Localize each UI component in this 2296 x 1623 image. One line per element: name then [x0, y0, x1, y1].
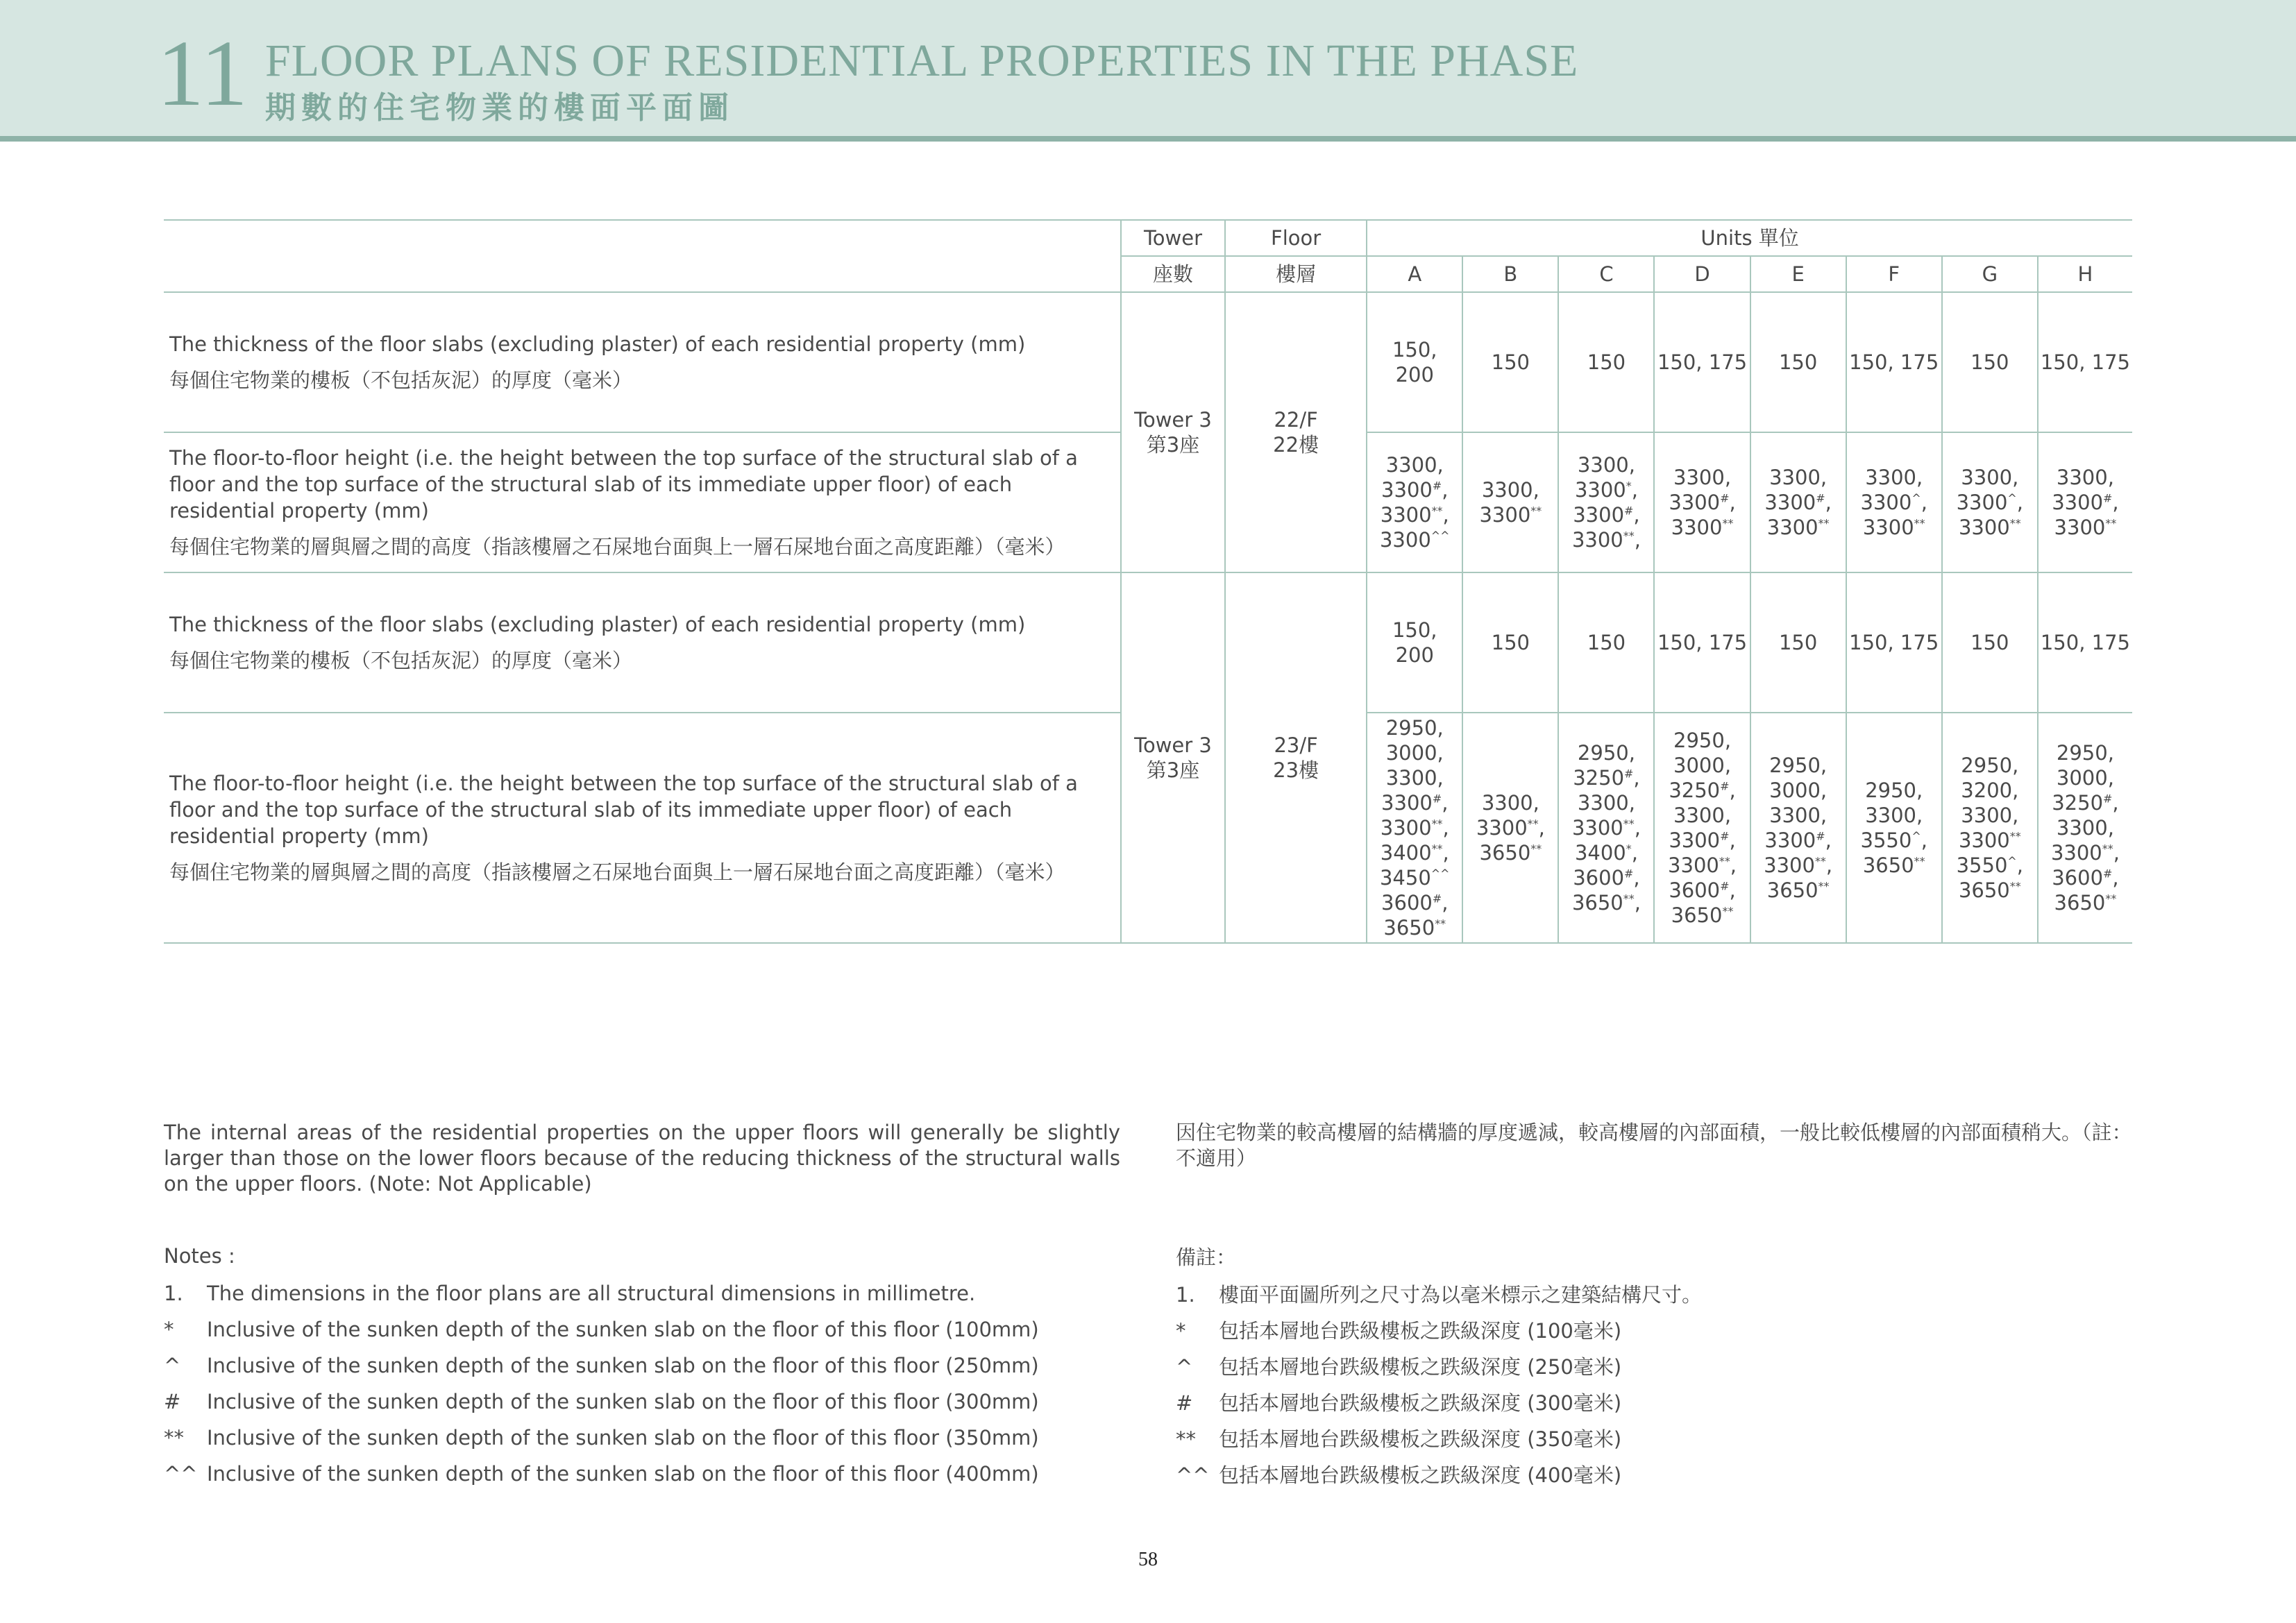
height-value: 3300,: [1961, 466, 2019, 489]
height-value: 3300**: [1479, 503, 1542, 527]
footnote-mark: #: [1720, 779, 1730, 793]
footnote-mark: #: [1720, 829, 1730, 843]
footnote-mark: ^^: [1430, 529, 1450, 543]
height-value: 3650**,: [1571, 891, 1641, 915]
footnote-mark: **: [1530, 842, 1542, 856]
notes-list-zh: [1176, 1281, 2147, 1497]
height-value: 3300#,: [1764, 491, 1832, 514]
thickness-value: 200: [1395, 643, 1434, 667]
note-text: 包括本層地台跌級樓板之跌級深度 (250毫米): [1219, 1355, 1622, 1379]
thickness-value: 150,: [1392, 618, 1437, 642]
thickness-label-zh: 每個住宅物業的樓板（不包括灰泥）的厚度（毫米）: [169, 368, 633, 392]
footnote-mark: #: [1432, 892, 1442, 906]
tower-zh: 第3座: [1146, 758, 1200, 782]
internal-area-note-zh: 因住宅物業的較高樓層的結構牆的厚度遞減，較高樓層的內部面積，一般比較低樓層的內部面積稍大。（註：不適用）: [1176, 1121, 2132, 1170]
unit-header: C: [1558, 256, 1654, 292]
thickness-value: 150: [1970, 350, 2009, 374]
note-mark: ^^: [164, 1462, 198, 1486]
thickness-cell: [1750, 572, 1846, 713]
empty-header-cell: [164, 220, 1121, 292]
height-value: 3300,: [1385, 766, 1444, 790]
unit-header: D: [1654, 256, 1750, 292]
footnote-mark: **: [1914, 516, 1925, 530]
height-value: 3300#,: [1669, 491, 1736, 514]
height-value: 3300**,: [1476, 816, 1545, 840]
footnote-mark: **: [1722, 904, 1734, 918]
footnote-mark: #: [2103, 491, 2113, 505]
height-value: 3300,: [1961, 804, 2019, 827]
footnote-mark: **: [1431, 817, 1443, 831]
thickness-cell: [1654, 292, 1750, 432]
note-text: 包括本層地台跌級樓板之跌級深度 (300毫米): [1219, 1391, 1622, 1415]
height-value: 3300**,: [1571, 528, 1641, 552]
unit-header: G: [1942, 256, 2038, 292]
height-value: 3300,: [1865, 804, 1923, 827]
note-mark: *: [164, 1318, 174, 1341]
height-value: 3300#,: [1669, 829, 1736, 852]
height-value: 2950,: [1769, 754, 1827, 777]
thickness-value: 150: [1491, 631, 1530, 654]
note-mark: *: [1176, 1319, 1186, 1343]
note-item: [1176, 1389, 2147, 1425]
height-value: 3650**: [1862, 853, 1925, 877]
height-cell: [1558, 713, 1654, 943]
units-header: Units 單位: [1367, 220, 2132, 256]
thickness-value: 150, 175: [2040, 631, 2130, 654]
height-value: 3300,: [1769, 466, 1827, 489]
height-cell: [1846, 432, 1942, 572]
height-value: 3300**,: [2050, 841, 2120, 865]
footnote-mark: #: [1816, 491, 1825, 505]
height-value: 3600#,: [1573, 866, 1640, 890]
footnote-mark: #: [1720, 491, 1730, 505]
footnote-mark: **: [1623, 529, 1635, 543]
height-value: 3300**,: [1571, 816, 1641, 840]
height-value: 3300,: [2056, 466, 2114, 489]
height-cell: [1750, 432, 1846, 572]
footnote-mark: **: [1431, 842, 1443, 856]
thickness-value: 150: [1587, 631, 1626, 654]
height-label: [164, 713, 1121, 943]
height-value: 3300,: [1673, 804, 1732, 827]
unit-header: F: [1846, 256, 1942, 292]
thickness-value: 150, 175: [1657, 350, 1748, 374]
thickness-value: 150: [1587, 350, 1626, 374]
height-cell: [2038, 432, 2132, 572]
note-text: Inclusive of the sunken depth of the sunken slab on the floor of this floor (300mm): [207, 1390, 1039, 1413]
height-value: 3400*,: [1574, 841, 1638, 865]
footnote-mark: **: [2009, 516, 2021, 530]
height-value: 3300*,: [1574, 478, 1638, 502]
height-label-zh: 每個住宅物業的層與層之間的高度（指該樓層之石屎地台面與上一層石屎地台面之高度距離）（毫米）: [169, 860, 1065, 884]
height-value: 3650**: [1479, 841, 1542, 865]
height-value: 3650**: [1958, 878, 2021, 902]
height-cell: [1462, 713, 1558, 943]
footnote-mark: #: [1816, 829, 1825, 843]
note-item: [164, 1424, 1136, 1460]
height-label-en: The floor-to-floor height (i.e. the height between the top surface of the structural slab of a floor and the top surface of the structural slab of its immediate upper floor) of each residential property (mm): [169, 772, 1078, 848]
footnote-mark: **: [1722, 516, 1734, 530]
height-value: 3300**,: [1380, 816, 1449, 840]
chapter-number: 11: [157, 22, 248, 126]
note-item: [164, 1460, 1136, 1496]
height-label-en: The floor-to-floor height (i.e. the height between the top surface of the structural slab of a floor and the top surface of the structural slab of its immediate upper floor) of each residential property (mm): [169, 446, 1078, 522]
height-cell: [1654, 713, 1750, 943]
height-value: 3300^,: [1860, 491, 1927, 514]
internal-area-note-en: The internal areas of the residential properties on the upper floors will generally be slightly larger than those on the lower floors because of the reducing thickness of the structural walls on the upper floors. (Note: Not Applicable): [164, 1121, 1120, 1196]
thickness-label-en: The thickness of the floor slabs (excluding plaster) of each residential property (mm): [169, 613, 1026, 636]
height-value: 3550^,: [1956, 853, 2023, 877]
thickness-cell: [1367, 572, 1462, 713]
footnote-mark: **: [2102, 842, 2113, 856]
floor-header-en: Floor: [1225, 220, 1367, 256]
note-text: 樓面平面圖所列之尺寸為以毫米標示之建築結構尺寸。: [1219, 1283, 1703, 1307]
height-value: 2950,: [2056, 741, 2114, 765]
tower-zh: 第3座: [1146, 433, 1200, 457]
unit-header: B: [1462, 256, 1558, 292]
thickness-label-zh: 每個住宅物業的樓板（不包括灰泥）的厚度（毫米）: [169, 649, 633, 672]
height-value: 3300#,: [1381, 478, 1449, 502]
footnote-mark: **: [2009, 829, 2021, 843]
thickness-value: 150: [1970, 631, 2009, 654]
height-value: 3250#,: [1573, 766, 1640, 790]
height-cell: [1942, 713, 2038, 943]
footnote-mark: **: [2105, 516, 2117, 530]
footnote-mark: **: [1435, 917, 1446, 931]
note-mark: **: [1176, 1427, 1196, 1451]
height-value: 3300,: [1769, 804, 1827, 827]
height-value: 3300^^: [1379, 528, 1450, 552]
height-cell: [1654, 432, 1750, 572]
note-mark: ^: [1176, 1355, 1193, 1379]
tower-cell: [1121, 292, 1225, 572]
note-text: 包括本層地台跌級樓板之跌級深度 (400毫米): [1219, 1463, 1622, 1487]
footnote-mark: **: [1814, 854, 1826, 868]
tower-cell: [1121, 572, 1225, 943]
height-value: 2950,: [1577, 741, 1635, 765]
height-value: 2950,: [1865, 779, 1923, 802]
chapter-title-en: FLOOR PLANS OF RESIDENTIAL PROPERTIES IN THE PHASE: [265, 35, 1579, 86]
height-value: 3300#,: [1381, 791, 1449, 815]
height-cell: [1367, 432, 1462, 572]
note-text: 包括本層地台跌級樓板之跌級深度 (350毫米): [1219, 1427, 1622, 1451]
thickness-cell: [1462, 292, 1558, 432]
footnote-mark: *: [1626, 479, 1632, 493]
floor-zh: 23樓: [1273, 758, 1319, 782]
thickness-value: 150: [1778, 350, 1818, 374]
note-mark: ^^: [1176, 1463, 1210, 1487]
thickness-value: 150: [1778, 631, 1818, 654]
thickness-label-en: The thickness of the floor slabs (excluding plaster) of each residential property (mm): [169, 332, 1026, 356]
height-value: 3550^,: [1860, 829, 1927, 852]
footnote-mark: **: [2105, 892, 2117, 906]
height-cell: [1558, 432, 1654, 572]
note-mark: 1.: [164, 1282, 183, 1305]
note-item: [1176, 1461, 2147, 1497]
height-value: 3000,: [2056, 766, 2114, 790]
thickness-cell: [1750, 292, 1846, 432]
tower-header-en: Tower: [1121, 220, 1225, 256]
note-item: [164, 1352, 1136, 1388]
height-value: 3300#,: [1764, 829, 1832, 852]
height-value: 3300**,: [1668, 853, 1737, 877]
height-value: 3300,: [1385, 453, 1444, 477]
thickness-value: 150, 175: [1849, 350, 1939, 374]
footnote-mark: **: [2009, 879, 2021, 893]
note-item: [1176, 1317, 2147, 1353]
height-value: 3400**,: [1380, 841, 1449, 865]
thickness-cell: [1367, 292, 1462, 432]
thickness-label: [164, 292, 1121, 432]
note-mark: #: [1176, 1391, 1193, 1415]
thickness-value: 150: [1491, 350, 1530, 374]
floor-spec-table: [164, 219, 2132, 944]
height-value: 3250#,: [2052, 791, 2119, 815]
note-text: Inclusive of the sunken depth of the sunken slab on the floor of this floor (400mm): [207, 1462, 1039, 1486]
thickness-cell: [1558, 292, 1654, 432]
floor-en: 22/F: [1274, 408, 1318, 432]
footnote-mark: *: [1626, 842, 1632, 856]
note-mark: **: [164, 1426, 184, 1450]
note-mark: #: [164, 1390, 181, 1413]
unit-header: E: [1750, 256, 1846, 292]
height-cell: [1367, 713, 1462, 943]
footnote-mark: ^: [2007, 854, 2017, 868]
footnote-mark: #: [2103, 867, 2113, 881]
note-item: [164, 1316, 1136, 1352]
height-label: [164, 432, 1121, 572]
thickness-cell: [1942, 292, 2038, 432]
footnote-mark: #: [1720, 879, 1730, 893]
thickness-cell: [2038, 292, 2132, 432]
tower-header-zh: 座數: [1121, 256, 1225, 292]
floor-zh: 22樓: [1273, 433, 1319, 457]
height-value: 3300**,: [1380, 503, 1449, 527]
height-cell: [1462, 432, 1558, 572]
thickness-cell: [1942, 572, 2038, 713]
note-mark: ^: [164, 1354, 181, 1377]
footnote-mark: #: [1624, 867, 1634, 881]
chapter-title-zh: 期數的住宅物業的樓面平面圖: [265, 90, 734, 126]
note-item: [1176, 1425, 2147, 1461]
height-value: 3300**: [1958, 829, 2021, 852]
footnote-mark: #: [1624, 504, 1634, 518]
height-value: 2950,: [1961, 754, 2019, 777]
footnote-mark: ^: [2007, 491, 2017, 505]
height-value: 3300,: [1577, 791, 1635, 815]
floor-cell: [1225, 572, 1367, 943]
height-value: 3650**: [1766, 878, 1830, 902]
height-value: 3300#,: [2052, 491, 2119, 514]
thickness-value: 150, 175: [1849, 631, 1939, 654]
note-item: [1176, 1281, 2147, 1317]
height-value: 3300**: [2054, 516, 2117, 539]
footnote-mark: **: [1623, 892, 1635, 906]
height-value: 3300,: [1577, 453, 1635, 477]
note-mark: 1.: [1176, 1283, 1195, 1307]
height-value: 3300,: [1865, 466, 1923, 489]
note-text: The dimensions in the floor plans are all structural dimensions in millimetre.: [207, 1282, 976, 1305]
note-text: 包括本層地台跌級樓板之跌級深度 (100毫米): [1219, 1319, 1622, 1343]
height-value: 3000,: [1673, 754, 1732, 777]
height-value: 3300**: [1766, 516, 1830, 539]
height-value: 3300**,: [1764, 853, 1833, 877]
notes-title-en: Notes :: [164, 1244, 235, 1268]
note-item: [1176, 1353, 2147, 1389]
height-label-zh: 每個住宅物業的層與層之間的高度（指該樓層之石屎地台面與上一層石屎地台面之高度距離）（毫米）: [169, 535, 1065, 559]
notes-title-zh: 備註：: [1176, 1246, 1237, 1269]
thickness-cell: [1846, 292, 1942, 432]
unit-header: A: [1367, 256, 1462, 292]
height-value: 3300,: [1481, 478, 1539, 502]
floor-en: 23/F: [1274, 733, 1318, 757]
note-text: Inclusive of the sunken depth of the sunken slab on the floor of this floor (350mm): [207, 1426, 1039, 1450]
thickness-value: 200: [1395, 363, 1434, 386]
thickness-value: 150,: [1392, 338, 1437, 362]
height-value: 3250#,: [1669, 779, 1736, 802]
page-number: 58: [1138, 1549, 1158, 1570]
thickness-value: 150, 175: [2040, 350, 2130, 374]
footnote-mark: #: [2103, 792, 2113, 806]
height-value: 3300^,: [1956, 491, 2023, 514]
thickness-label: [164, 572, 1121, 713]
height-value: 3200,: [1961, 779, 2019, 802]
height-value: 3600#,: [1669, 878, 1736, 902]
height-value: 3600#,: [1381, 891, 1449, 915]
footnote-mark: ^: [1911, 491, 1921, 505]
footnote-mark: **: [1818, 516, 1830, 530]
thickness-cell: [1462, 572, 1558, 713]
footnote-mark: **: [1914, 854, 1925, 868]
footnote-mark: **: [1431, 504, 1443, 518]
height-value: 3300**: [1958, 516, 2021, 539]
height-value: 3000,: [1769, 779, 1827, 802]
thickness-cell: [1654, 572, 1750, 713]
height-value: 3450^^: [1379, 866, 1450, 890]
height-cell: [1942, 432, 2038, 572]
footnote-mark: **: [1623, 817, 1635, 831]
height-value: 3300,: [2056, 816, 2114, 840]
footnote-mark: #: [1624, 767, 1634, 781]
footnote-mark: #: [1432, 792, 1442, 806]
footnote-mark: #: [1432, 479, 1442, 493]
height-value: 3000,: [1385, 741, 1444, 765]
height-value: 2950,: [1673, 729, 1732, 752]
floor-cell: [1225, 292, 1367, 572]
height-value: 3650**: [2054, 891, 2117, 915]
unit-header: H: [2038, 256, 2132, 292]
footnote-mark: ^: [1911, 829, 1921, 843]
footnote-mark: **: [1818, 879, 1830, 893]
chapter-header: [0, 0, 2296, 142]
thickness-cell: [1558, 572, 1654, 713]
note-item: [164, 1388, 1136, 1424]
footnote-mark: **: [1719, 854, 1730, 868]
footnote-mark: ^^: [1430, 867, 1450, 881]
height-value: 3300**: [1862, 516, 1925, 539]
height-cell: [1750, 713, 1846, 943]
height-value: 3300,: [1481, 791, 1539, 815]
footnote-mark: **: [1530, 504, 1542, 518]
height-value: 3600#,: [2052, 866, 2119, 890]
note-text: Inclusive of the sunken depth of the sunken slab on the floor of this floor (250mm): [207, 1354, 1039, 1377]
height-value: 3300,: [1673, 466, 1732, 489]
height-value: 3300#,: [1573, 503, 1640, 527]
height-cell: [2038, 713, 2132, 943]
height-value: 2950,: [1385, 716, 1444, 740]
thickness-cell: [1846, 572, 1942, 713]
thickness-cell: [2038, 572, 2132, 713]
tower-en: Tower 3: [1134, 733, 1212, 757]
height-cell: [1846, 713, 1942, 943]
height-value: 3300**: [1671, 516, 1734, 539]
floor-header-zh: 樓層: [1225, 256, 1367, 292]
note-text: Inclusive of the sunken depth of the sunken slab on the floor of this floor (100mm): [207, 1318, 1039, 1341]
tower-en: Tower 3: [1134, 408, 1212, 432]
height-value: 3650**: [1671, 903, 1734, 927]
height-value: 3650**: [1383, 916, 1446, 940]
thickness-value: 150, 175: [1657, 631, 1748, 654]
footnote-mark: **: [1527, 817, 1539, 831]
notes-list-en: [164, 1280, 1136, 1496]
note-item: [164, 1280, 1136, 1316]
